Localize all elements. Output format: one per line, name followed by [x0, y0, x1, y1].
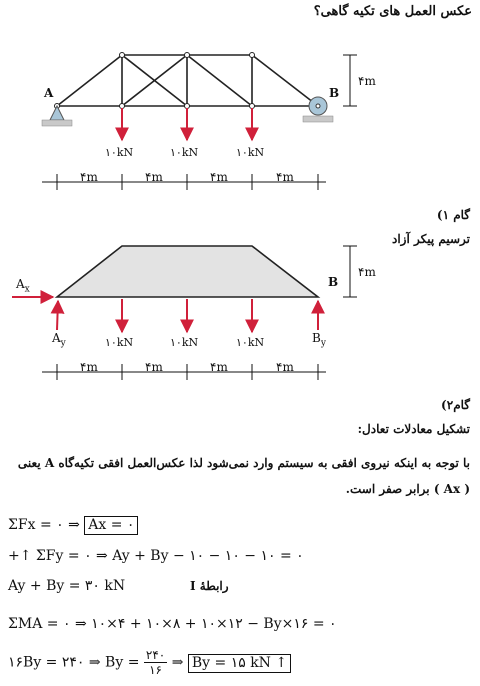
load-label: ۱۰kN	[236, 146, 265, 159]
fbd-height-label: ۴m	[358, 265, 376, 279]
equation-sum-fy: +↑ ΣFy = ۰ ⇒ Ay + By − ۱۰ − ۱۰ − ۱۰ = ۰	[8, 548, 304, 564]
fbd-span-label: ۴m	[276, 360, 294, 374]
fbd-span-label: ۴m	[210, 360, 228, 374]
height-label: ۴m	[358, 74, 376, 88]
free-body-shape	[57, 246, 318, 297]
step1-title: گام ۱)	[436, 208, 470, 222]
load-label: ۱۰kN	[170, 146, 199, 159]
support-label-b: B	[329, 86, 340, 100]
fbd-span-label: ۴m	[80, 360, 98, 374]
step2-subtitle: تشکیل معادلات تعادل:	[357, 422, 470, 436]
fbd-label-b: B	[328, 275, 339, 289]
load-arrows	[122, 108, 252, 140]
span-label: ۴m	[145, 170, 163, 184]
equation-by: ۱۶By = ۲۴۰ ⇒ By = $\frac{۲۴۰}{۱۶}$ ⇒ By = ۱۵ kN ↑	[8, 648, 291, 677]
fbd-height-dimension	[343, 246, 357, 297]
truss-members	[57, 55, 318, 106]
reaction-ay-label: $A_y$	[52, 331, 66, 349]
equation-sum-ma: ΣMA = ۰ ⇒ ۱۰×۴ + ۱۰×۸ + ۱۰×۱۲ − By×۱۶ = ۰	[8, 616, 337, 632]
fbd-load-label: ۱۰kN	[236, 336, 265, 349]
reaction-by-label: $B_y$	[312, 331, 326, 349]
equation-sum-fx: ΣFx = ۰ ⇒ Ax = ۰	[8, 516, 138, 535]
fbd-load-label: ۱۰kN	[170, 336, 199, 349]
fbd-span-label: ۴m	[145, 360, 163, 374]
load-label: ۱۰kN	[105, 146, 134, 159]
roller-support-icon	[303, 97, 333, 122]
step2-title: گام۲)	[441, 398, 470, 412]
height-dimension	[343, 55, 357, 106]
pin-support-icon	[42, 106, 72, 126]
question-title: عکس العمل های تکیه گاهی؟	[313, 4, 472, 19]
step2-paragraph: با توجه به اینکه نیروی افقی به سیستم وارد نمی‌شود لذا عکس‌العمل افقی تکیه‌گاه A یعنی ( Ax ) برابر صفر است.	[17, 456, 470, 496]
fbd-load-label: ۱۰kN	[105, 336, 134, 349]
support-label-a: A	[44, 86, 54, 100]
reaction-ax-label: $A_x$	[16, 277, 30, 295]
equation-relation-1: Ay + By = ۳۰ kN	[8, 578, 126, 594]
step1-subtitle: ترسیم پیکر آزاد	[392, 232, 470, 246]
span-label: ۴m	[80, 170, 98, 184]
fraction: $\frac{۲۴۰}{۱۶}$	[145, 648, 166, 677]
span-label: ۴m	[276, 170, 294, 184]
relation-tag: رابطهٔ I	[190, 579, 229, 593]
span-label: ۴m	[210, 170, 228, 184]
fbd-arrows	[12, 297, 318, 332]
